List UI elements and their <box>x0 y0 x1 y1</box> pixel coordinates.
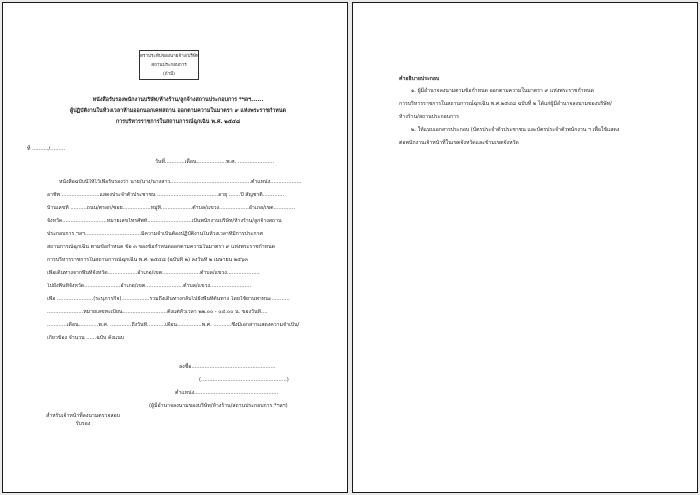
stamp-line-3: (ถ้ามี) <box>163 72 175 77</box>
body-line: เพื่อ ......................(ระบุภารกิจ).................รวมถึงเดินทางกลับไปยังพื้นที่ต้นทาง โดยใช้ยานพาหนะ........... <box>47 296 290 302</box>
body-line: ......................หมายเลขทะเบียน...........................ตั้งแต่หัวเวลา ๒๒.๐๐ - ๐๔.๐๐ น. ของวันที่.... <box>47 309 268 315</box>
form-heading-line-1: หนังสือรับรองพนักงานบริษัท/ห้างร้าน/ลูกจ้างสถานประกอบการ *ฯลฯ...... <box>92 97 264 103</box>
official-note-line-1: สำหรับเจ้าหน้าที่ลงนามตรวจสอบ <box>46 413 120 419</box>
form-heading-line-3: การบริหารราชการในสถานการณ์ฉุกเฉิน พ.ศ. ๒๕๔๘ <box>115 119 241 125</box>
explanation-line: ห้างร้าน/สถานประกอบการ <box>399 114 459 120</box>
stamp-line-1: ตราประทับของนายจ้าง/บริษัท <box>140 54 199 59</box>
explanation-line: การบริหารราชการในสถานการณ์ฉุกเฉิน พ.ศ.๒๕๔๘ ฉบับที่ ๒ ได้แก่ผู้มีอำนาจลงนามของบริษัท/ <box>399 101 612 107</box>
date-line: วันที่............เดือน..................พ.ศ. ...................... <box>155 159 275 165</box>
body-line: การบริหารราชการในสถานการณ์ฉุกเฉิน พ.ศ. ๒๕๔๘ (ฉบับที่ ๒) ลงวันที่ ๒ เมษายน ๒๕๖๓ <box>47 257 248 263</box>
explanation-title: คำอธิบายประกอบ <box>399 76 440 82</box>
signature-line: ลงชื่อ................................................... <box>179 364 276 370</box>
form-page-left <box>2 2 348 493</box>
form-heading-line-2: ผู้ปฏิบัติงานในห้วงเวลาห้ามออกนอกเคหสถาน ออกตามความในมาตรา ๙ แห่งพระราชกำหนด <box>69 108 287 114</box>
body-line: อาชีพ .......................แสดงประจำตัวประชาชน .....................................อายุ .......ปี สัญชาติ............. <box>47 192 285 198</box>
reference-number: ที่ ........../......... <box>27 146 66 152</box>
body-line: หนังสือฉบับนี้ให้ไว้เพื่อรับรองว่า นาย/นาง/นางสาว.................................................ตำแหน่ง................... <box>59 179 302 185</box>
form-page-right <box>352 2 698 493</box>
company-stamp-box <box>139 50 199 80</box>
body-line: เกี่ยวข้อง จำนวน ......ฉบับ ดังแนบ <box>47 335 125 341</box>
body-line: ไปยังพื้นที่จังหวัด......................อำเภอ/เขต.......................ตำบล/แขวง......................... <box>47 283 252 289</box>
body-line: ประกอบการ ฯลฯ..................................มีความจำเป็นต้องปฏิบัติงานในห้วงเวลาที่มีการประกาศ <box>47 231 263 237</box>
explanation-line: ต่อพนักงานเจ้าหน้าที่ในเขตจังหวัดและข้ามเขตจังหวัด <box>399 140 519 146</box>
signatory-caption: (ผู้มีอำนาจลงนามของบริษัท/ห้างร้าน/สถานประกอบการ *ฯลฯ) <box>149 403 288 409</box>
official-note-line-2: รับรอง <box>75 421 91 427</box>
stamp-line-2: สถานประกอบการ <box>151 63 187 68</box>
signatory-name-line: (....................................................) <box>199 377 289 383</box>
signatory-position-line: ตำแหน่ง................................................... <box>175 390 279 396</box>
explanation-line: ๑. ผู้มีอำนาจลงนามตามข้อกำหนด ออกตามความในมาตรา ๙ แห่งพระราชกำหนด <box>411 88 594 94</box>
body-line: จังหวัด...........................หมายเลขโทรศัพท์...........................เป็นพนักงานบริษัท/ห้างร้าน/ลูกจ้างสถาน <box>47 218 282 224</box>
body-line: ............เดือน............พ.ศ. .............ถึงวันที่...........เดือน...............พ.ศ. ...........ซึ่งมีเอกสารแสดงความจำเป็น/ <box>47 322 300 328</box>
body-line: สถานการณ์ฉุกเฉิน ตามข้อกำหนด ข้อ ๓ ของข้อกำหนดออกตามความในมาตรา ๙ แห่งพระราชกำหนด <box>47 244 276 250</box>
explanation-line: ๒. ให้แนบเอกสารประกอบ (บัตรประจำตัวประชาชน และบัตรประจำตัวพนักงาน ฯ เพื่อใช้แสดง <box>411 127 620 133</box>
body-line: บ้านเลขที่ ..........ถนน/ตรอก/ซอย.................หมู่ที่...................ตำบล/แขวง..................อำเภอ/เขต............. <box>47 205 295 211</box>
body-line: เพื่อเดินทางจากพื้นที่จังหวัด..................อำเภอ/เขต.......................ตำบล/แขวง.................... <box>47 270 260 276</box>
